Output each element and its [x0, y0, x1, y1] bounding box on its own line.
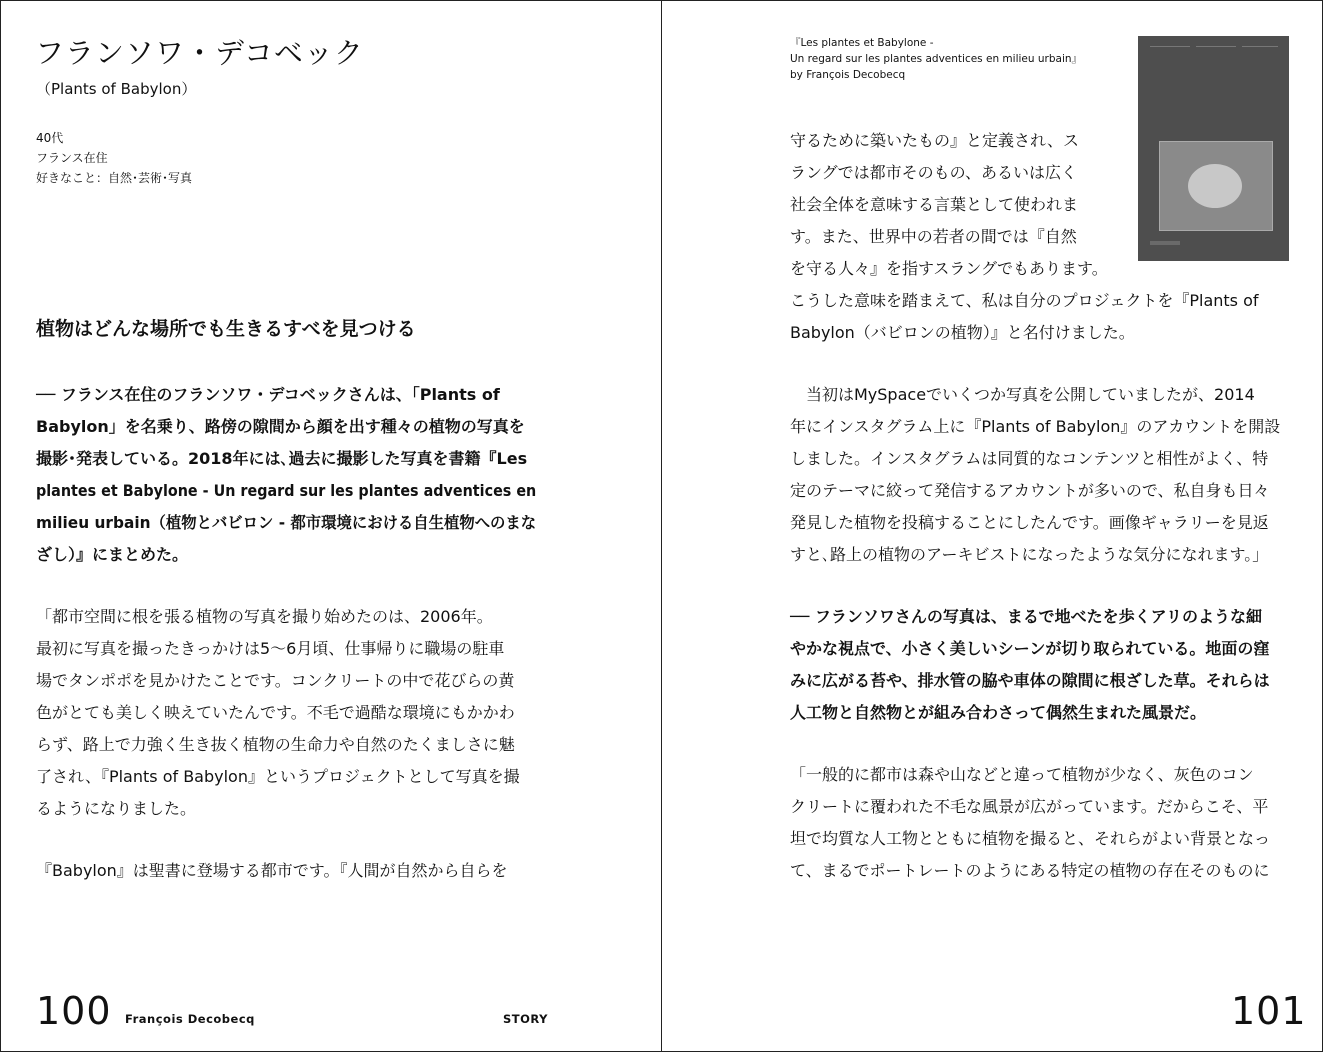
text-line: plantes et Babylone - Un regard sur les plantes adventices en: [36, 481, 537, 500]
cover-title-mark: [1196, 46, 1236, 57]
page-number-right: 101: [1231, 989, 1307, 1033]
text-line: 守るために築いたもの』と定義され、ス: [790, 131, 1079, 150]
footer-author-name: François Decobecq: [125, 1012, 255, 1026]
text-line: みに広がる苔や、排水管の脇や車体の隙間に根ざした草。それらは: [790, 671, 1270, 690]
text-line: 当初はMySpaceでいくつか写真を公開していましたが、2014: [806, 385, 1255, 404]
text-line: ざし）』にまとめた。: [36, 545, 189, 564]
text-line: 最初に写真を撮ったきっかけは5〜6月頃、仕事帰りに職場の駐車: [36, 639, 505, 658]
text-line: 「都市空間に根を張る植物の写真を撮り始めたのは、2006年。: [36, 607, 493, 626]
text-line: しました。インスタグラムは同質的なコンテンツと相性がよく、特: [790, 449, 1269, 468]
text-line: て、まるでポートレートのようにある特定の植物の存在そのものに: [790, 861, 1270, 880]
article-title: フランソワ・デコベック: [35, 36, 364, 70]
article-subtitle: （Plants of Babylon）: [36, 80, 197, 98]
text-line: 社会全体を意味する言葉として使われま: [790, 195, 1079, 214]
page-number-left: 100: [36, 989, 112, 1033]
text-line: 発見した植物を投稿することにしたんです。画像ギャラリーを見返: [790, 513, 1269, 532]
text-line: 定のテーマに絞って発信するアカウントが多いので、私自身も日々: [790, 481, 1270, 500]
profile-age: 40代: [36, 131, 64, 145]
text-line: Babylon（バビロンの植物）』と名付けました。: [790, 323, 1135, 342]
caption-line: 『Les plantes et Babylone -: [790, 37, 934, 49]
text-line: 場でタンポポを見かけたことです。コンクリートの中で花びらの黄: [36, 671, 515, 690]
text-line: 『Babylon』は聖書に登場する都市です。『人間が自然から自らを: [36, 861, 508, 880]
page-gutter: [661, 1, 662, 1051]
profile-info: [36, 128, 192, 188]
text-line: す。また、世界中の若者の間では『自然: [790, 227, 1077, 246]
text-line: 色がとても美しく映えていたんです。不毛で過酷な環境にもかかわ: [36, 703, 515, 722]
right-definition-paragraph: [790, 125, 1259, 349]
left-intro-paragraph: [36, 379, 594, 571]
text-line: 坦で均質な人工物とともに植物を撮ると、それらがよい背景となっ: [790, 829, 1271, 848]
text-line: こうした意味を踏まえて、私は自分のプロジェクトを『Plants of: [790, 291, 1259, 310]
book-caption: [790, 35, 1082, 83]
profile-residence: フランス在住: [36, 151, 108, 165]
text-line: ラングでは都市そのもの、あるいは広く: [790, 163, 1078, 182]
cover-title-mark: [1150, 46, 1190, 57]
text-line: 人工物と自然物とが組み合わさって偶然生まれた風景だ。: [790, 703, 1207, 722]
text-line: Babylon」を名乗り、路傍の隙間から顔を出す種々の植物の写真を: [36, 417, 525, 436]
text-line: らず、路上で力強く生き抜く植物の生命力や自然のたくましさに魅: [36, 735, 515, 754]
text-line: すと､路上の植物のアーキビストになったような気分になれます。」: [790, 545, 1269, 564]
caption-line: by François Decobecq: [790, 69, 906, 81]
left-quote-paragraph: [36, 601, 520, 825]
text-line: るようになりました。: [36, 799, 197, 818]
right-interviewer-paragraph: [790, 601, 1270, 729]
text-line: ── フランソワさんの写真は、まるで地べたを歩くアリのような細: [790, 607, 1263, 626]
profile-likes: 好きなこと：自然･芸術･写真: [36, 171, 193, 185]
text-line: 年にインスタグラム上に『Plants of Babylon』のアカウントを開設: [790, 417, 1281, 436]
cover-title-mark: [1242, 46, 1278, 57]
text-line: クリートに覆われた不毛な風景が広がっています。だからこそ、平: [790, 797, 1269, 816]
text-line: milieu urbain（植物とバビロン - 都市環境における自生植物へのまな: [36, 513, 537, 532]
section-heading: 植物はどんな場所でも生きるすべを見つける: [36, 318, 416, 340]
right-city-paragraph: [790, 759, 1270, 887]
footer-section-label: STORY: [503, 1012, 548, 1026]
text-line: 了され、『Plants of Babylon』というプロジェクトとして写真を撮: [36, 767, 520, 786]
text-line: やかな視点で、小さく美しいシーンが切り取られている。地面の窪: [790, 639, 1270, 658]
right-instagram-paragraph: [790, 379, 1280, 571]
text-line: 撮影･発表している。2018年には､過去に撮影した写真を書籍『Les: [36, 449, 528, 468]
text-line: を守る人々』を指すスラングでもあります。: [790, 259, 1108, 278]
caption-line: Un regard sur les plantes adventices en milieu urbain』: [790, 53, 1083, 65]
text-line: 「一般的に都市は森や山などと違って植物が少なく、灰色のコン: [790, 765, 1254, 784]
text-line: ── フランス在住のフランソワ・デコベックさんは、「Plants of: [36, 385, 500, 404]
left-babylon-paragraph: [36, 855, 508, 887]
